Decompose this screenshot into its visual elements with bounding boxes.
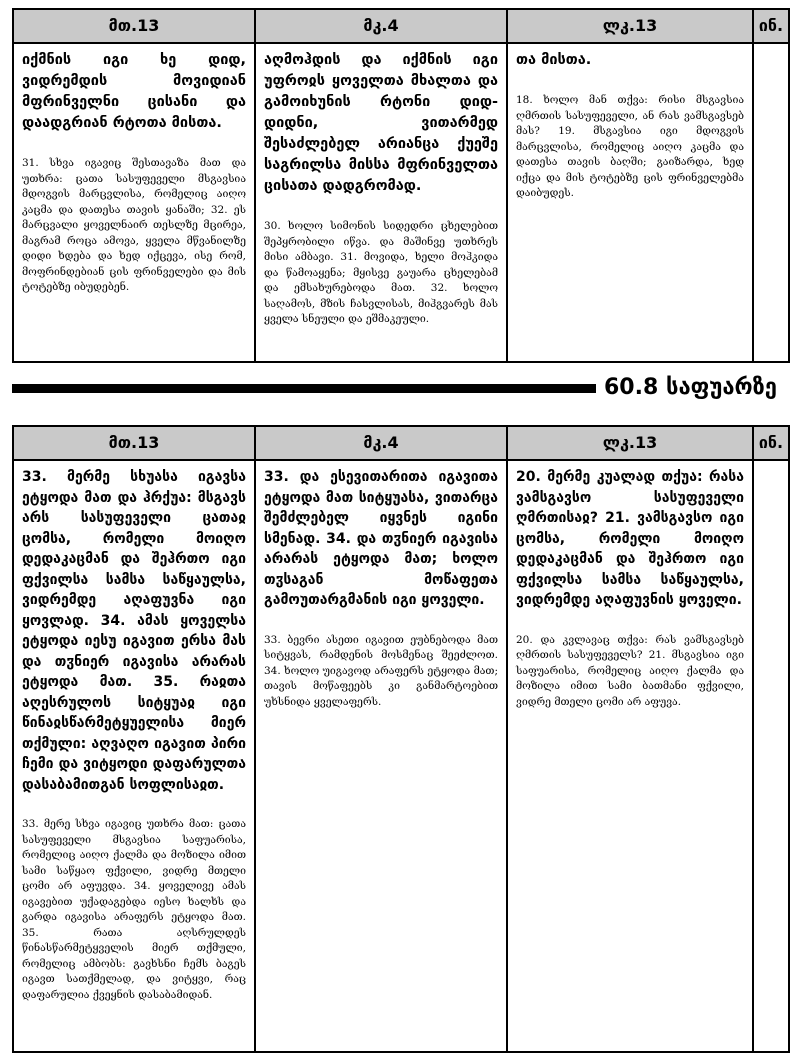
parallel-table-top <box>12 8 790 363</box>
old-georgian-text: 33. მერმე სხუასა იგავსა ეტყოდა მათ და ჰრქუა: მსგავს არს სასუფეველი ცათაჲ ცომსა, რომელი მოიღო დედაკაცმან და შეჰრთო იგი ფქვილსა სამსა საწყაულსა, ვიდრემდე აღაფუვნა იგი ყოვლად. 34. ამას ყოველსა ეტყოდა იესუ იგავით ერსა მას და თჳნიერ იგავისა არარას ეტყოდა მათ. 35. რაჲთა აღესრულოს სიტყუაჲ იგი წინაჲსწარმეტყუელისა მიერ თქმული: აღვაღო იგავით პირი ჩემი და ვიტყოდი დაფარულთა დასაბამითგან სოფლისაჲთ. <box>22 469 246 793</box>
column-john <box>754 44 788 361</box>
modern-georgian-text: 31. სხვა იგავიც შესთავაზა მათ და უთხრა: ცათა სასუფეველი მსგავსია მდოგვის მარცვლისა, რომელიც აიღო კაცმა და დათესა თავის ყანაში; 32. ეს მარცვალი ყოველნაირ თესლზე მცირეა, მაგრამ როცა ამოვა, ყველა მწვანილზე დიდი ხდება და ხედ იქცევა, ისე რომ, მოფრინდებიან ცის ფრინველები და მის ტოტებზე იბუდებენ. <box>22 157 246 293</box>
header-mark: მკ.4 <box>256 427 508 459</box>
header-matthew: მთ.13 <box>14 427 256 459</box>
modern-georgian-text: 20. და კვლავაც თქვა: რას ვამსგავსებ ღმრთის სასუფეველს? 21. მსგავსია იგი საფუარისა, რომელიც აიღო ქალმა და მოზილა იმით სამი ბათმანი ფქვილი, ვიდრე მთელი ცომი არ აფუვა. <box>516 633 744 708</box>
section-divider-bar <box>12 384 596 393</box>
column-luke <box>508 44 754 361</box>
column-mark <box>256 461 508 1051</box>
header-luke: ლკ.13 <box>508 10 754 42</box>
old-georgian-text: 20. მერმე კუალად თქუა: რასა ვამსგავსო სასუფეველი ღმრთისაჲ? 21. ვამსგავსო იგი ცომსა, რომელი მოიღო დედაკაცმან და შეჰრთო იგი ფქვილსა სამსა საწყაულსა, ვიდრემდე აღაფუვნის ყოველი. <box>516 469 744 608</box>
parallel-table-bottom <box>12 425 790 1053</box>
old-georgian-text: აღმოჰდის და იქმნის იგი უფროჲს ყოველთა მხალთა და გამოიხუნის რტონი დიდ-დიდნი, ვითარმედ შესაძლებელ არიანცა ქუეშე საგრილსა მისსა მფრინველთა ცისათა დადგრომად. <box>264 52 498 194</box>
column-matthew <box>14 461 256 1051</box>
header-john: ინ. <box>758 433 784 452</box>
header-matthew: მთ.13 <box>14 10 256 42</box>
modern-georgian-text: 30. ხოლო სიმონის სიდედრი ცხელებით შეპყრობილი იწვა. და მაშინვე უთხრეს მისი ამბავი. 31. მოვიდა, ხელი მოჰკიდა და წამოაყენა; მყისვე გაუარა ცხელებამ და ემსახურებოდა მათ. 32. ხოლო საღამოს, მზის ჩასვლისას, მიჰგვარეს მას ყველა სნეული და ეშმაკეული. <box>264 220 498 325</box>
old-georgian-text: 33. და ესევითარითა იგავითა ეტყოდა მათ სიტყუასა, ვითარცა შემძლებელ იყვნეს იგინი სმენად. 34. და თჳნიერ იგავისა არარას ეტყოდა მათ; ხოლო თჳსაგან მოწაფეთა გამოუთარგმანის იგი ყოველი. <box>264 469 498 608</box>
modern-georgian-text: 33. ბევრი ასეთი იგავით ეუბნებოდა მათ სიტყვას, რამდენის მოსმენაც შეეძლოთ. 34. ხოლო უიგავოდ არაფერს ეტყოდა მათ; თავის მოწაფეებს კი განმარტოებით უხსნიდა ყველაფერს. <box>264 633 498 708</box>
column-luke <box>508 461 754 1051</box>
header-luke: ლკ.13 <box>508 427 754 459</box>
table-body-row <box>14 44 788 361</box>
old-georgian-text: თა მისთა. <box>516 52 592 68</box>
table-header-row <box>14 427 788 461</box>
modern-georgian-text: 33. მერე სხვა იგავიც უთხრა მათ: ცათა სასუფეველი მსგავსია საფუარისა, რომელიც აიღო ქალმა და მოზილა იმით სამი საწყაო ფქვილი, ვიდრე მთელი ცომი არ აფუვდა. 34. ყოველივე ამას იგავებით უქადაგებდა იესო ხალხს და გარდა იგავისა არაფერს ეტყოდა მათ. 35. რათა აღსრულდეს წინასწარმეტყველის მიერ თქმული, რომელიც ამბობს: გავხსნი ჩემს ბაგეს იგავთ სათქმელად, და ვიტყვი, რაც დაფარულია ქვეყნის დასაბამიდან. <box>22 818 246 1001</box>
modern-georgian-text: 18. ხოლო მან თქვა: რისი მსგავსია ღმრთის სასუფეველი, ან რას ვამსგავსებ მას? 19. მსგავსია იგი მდოგვის მარცვლისა, რომელიც აიღო კაცმა და დათესა თავის ბაღში; გაიზარდა, ხედ იქცა და მის ტოტებზე ცის ფრინველებმა დაიბუდეს. <box>516 94 744 199</box>
table-header-row <box>14 10 788 44</box>
column-matthew <box>14 44 256 361</box>
header-mark: მკ.4 <box>256 10 508 42</box>
column-john <box>754 461 788 1051</box>
old-georgian-text: იქმნის იგი ხე დიდ, ვიდრემდის მოვიდიან მფრინველნი ცისანი და დაადგრიან რტოთა მისთა. <box>22 52 246 131</box>
section-title: 60.8 საფუარზე <box>604 375 777 400</box>
column-mark <box>256 44 508 361</box>
header-john: ინ. <box>758 16 784 35</box>
table-body-row <box>14 461 788 1051</box>
